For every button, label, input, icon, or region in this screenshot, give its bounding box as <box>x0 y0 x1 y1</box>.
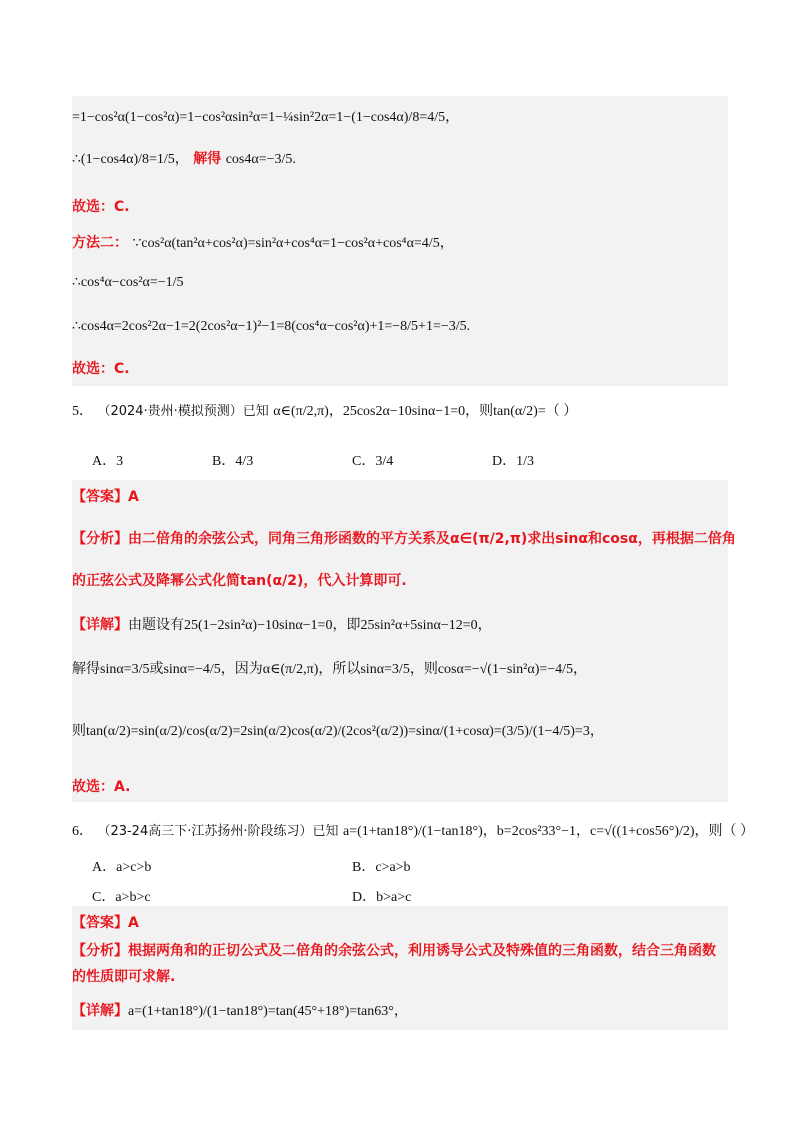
solution-block-q5 <box>72 480 736 802</box>
option-c: C．3/4 <box>352 454 394 469</box>
analysis-text: 由二倍角的余弦公式，同角三角形函数的平方关系及α∈(π/2,π)求出sinα和cosα，再根据二倍角 <box>128 531 736 547</box>
formula-line <box>72 274 184 291</box>
option-d: D．b>a>c <box>352 890 412 905</box>
formula-line <box>72 318 470 335</box>
option-b: B．4/3 <box>212 454 254 469</box>
option-d: D．1/3 <box>492 454 534 469</box>
question-number: 5． <box>72 404 93 419</box>
solution-block-q6 <box>72 906 728 1030</box>
detail-line: 解得sinα=3/5或sinα=−4/5，因为α∈(π/2,π)，所以sinα=3/5，则cosα=−√(1−sin²α)=−4/5， <box>72 662 588 677</box>
detail-label: 【详解】 <box>72 617 128 633</box>
option-b: B．c>a>b <box>352 860 411 875</box>
detail-line <box>72 614 492 634</box>
detail-line: 则tan(α/2)=sin(α/2)/cos(α/2)=2sin(α/2)cos(α/2)/(2cos²(α/2))=sinα/(1+cosα)=(3/5)/(1−4/5)=3， <box>72 724 604 739</box>
method-two-label: 方法二： <box>72 235 128 251</box>
option-a: A．a>c>b <box>92 860 152 875</box>
question-number: 6． <box>72 824 93 839</box>
answer-choice: 故选：A. <box>72 779 131 795</box>
answer-label: 【答案】A <box>72 489 139 505</box>
formula-text: ∴cos4α=2cos²2α−1=2(2cos²α−1)²−1=8(cos⁴α−cos²α)+1=−8/5+1=−3/5. <box>72 319 471 334</box>
analysis-line: 的正弦公式及降幂公式化简tan(α/2)，代入计算即可. <box>72 573 407 589</box>
formula-line <box>72 148 296 168</box>
analysis-label: 【分析】 <box>72 531 128 547</box>
question-condition: a=(1+tan18°)/(1−tan18°)，b=2cos²33°−1，c=√((1+cos56°)/2)，则（ ） <box>342 824 755 839</box>
solve-label: 解得 <box>193 151 222 167</box>
detail-label: 【详解】 <box>72 1003 128 1019</box>
answer-choice: 故选：C. <box>72 361 130 377</box>
analysis-label: 【分析】 <box>72 943 128 959</box>
formula-text: =1−cos²α(1−cos²α)=1−cos²αsin²α=1−¼sin²2α=1−(1−cos4α)/8=4/5， <box>72 110 460 125</box>
answer-label: 【答案】A <box>72 915 139 931</box>
question-source: （23-24高三下·江苏扬州·阶段练习）已知 <box>97 824 339 839</box>
question-5 <box>72 400 577 420</box>
analysis-line <box>72 528 736 548</box>
detail-text: a=(1+tan18°)/(1−tan18°)=tan(45°+18°)=tan63°， <box>128 1004 408 1019</box>
formula-text: ∴(1−cos4α)/8=1/5， <box>72 152 189 167</box>
detail-line <box>72 1000 408 1020</box>
formula-text: ∵cos²α(tan²α+cos²α)=sin²α+cos⁴α=1−cos²α+cos⁴α=4/5， <box>132 236 454 251</box>
detail-text: 由题设有25(1−2sin²α)−10sinα−1=0，即25sin²α+5sinα−12=0， <box>128 618 492 633</box>
question-source: （2024·贵州·模拟预测）已知 <box>97 404 269 419</box>
question-condition: α∈(π/2,π)，25cos2α−10sinα−1=0，则tan(α/2)=（ ） <box>273 404 578 419</box>
formula-line <box>72 106 459 126</box>
analysis-text: 根据两角和的正切公式及二倍角的余弦公式，利用诱导公式及特殊值的三角函数，结合三角函数 <box>128 943 716 959</box>
analysis-line: 的性质即可求解. <box>72 969 176 985</box>
formula-text: ∴cos⁴α−cos²α=−1/5 <box>72 275 184 290</box>
option-a: A．3 <box>92 454 124 469</box>
answer-choice: 故选：C. <box>72 199 130 215</box>
analysis-line <box>72 940 716 960</box>
question-6 <box>72 820 754 840</box>
solution-block-q4 <box>72 96 728 386</box>
option-c: C．a>b>c <box>92 890 151 905</box>
formula-text: cos4α=−3/5. <box>225 152 296 167</box>
method-two-line <box>72 232 454 252</box>
